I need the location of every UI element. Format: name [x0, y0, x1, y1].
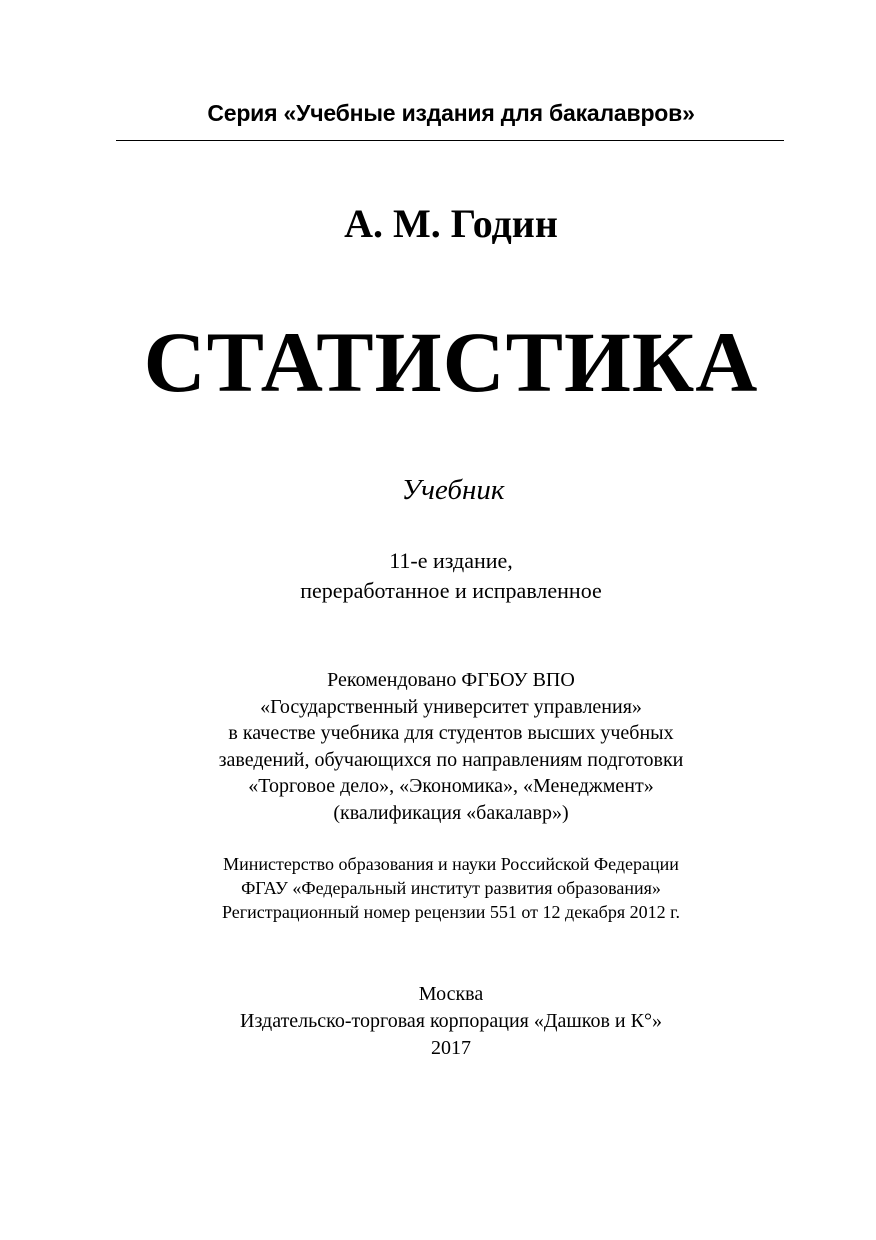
- imprint-city: Москва: [418, 983, 484, 1005]
- imprint-year: 2017: [431, 1037, 471, 1059]
- ministry-block: [0, 852, 876, 924]
- author-name: А. М. Годин: [344, 201, 558, 246]
- recommendation-line: «Государственный университет управления»: [260, 695, 642, 718]
- recommendation-line: в качестве учебника для студентов высших учебных: [228, 722, 674, 744]
- ministry-line: ФГАУ «Федеральный институт развития образования»: [241, 878, 661, 898]
- series-heading: Серия «Учебные издания для бакалавров»: [207, 100, 695, 126]
- recommendation-line: «Торговое дело», «Экономика», «Менеджмент»: [248, 775, 654, 797]
- edition-info: [0, 546, 876, 606]
- imprint-publisher: Издательско-торговая корпорация «Дашков и К°»: [240, 1010, 662, 1032]
- series-divider: [116, 140, 784, 141]
- recommendation-line: Рекомендовано ФГБОУ ВПО: [327, 669, 575, 691]
- edition-line: переработанное и исправленное: [300, 578, 602, 603]
- recommendation-block: [0, 667, 876, 826]
- ministry-line: Министерство образования и науки Российской Федерации: [223, 854, 679, 874]
- recommendation-line: (квалификация «бакалавр»): [333, 801, 569, 824]
- recommendation-line: заведений, обучающихся по направлениям подготовки: [218, 748, 684, 771]
- ministry-line: Регистрационный номер рецензии 551 от 12 декабря 2012 г.: [222, 902, 680, 922]
- imprint-block: [0, 981, 876, 1062]
- book-genre: Учебник: [401, 474, 505, 506]
- book-title: СТАТИСТИКА: [143, 314, 759, 410]
- edition-line: 11-е издание,: [389, 548, 513, 573]
